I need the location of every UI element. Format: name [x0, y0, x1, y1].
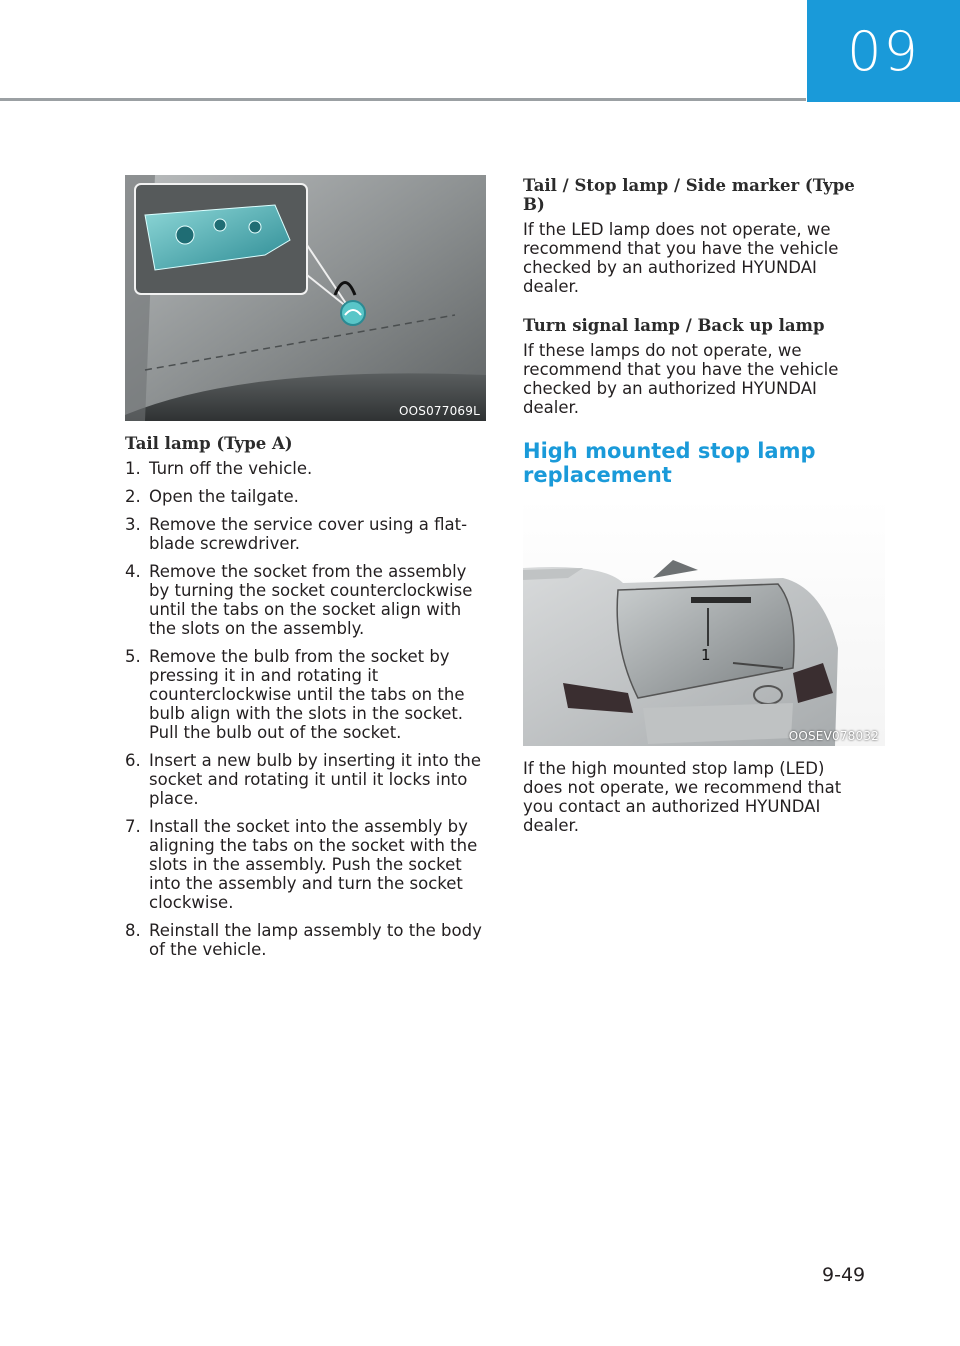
step-number: 6. — [125, 751, 141, 770]
step-item — [125, 751, 490, 808]
figure-code: OOSEV078032 — [788, 729, 879, 743]
step-item — [125, 921, 490, 959]
step-text: Reinstall the lamp assembly to the body of the vehicle. — [149, 921, 482, 959]
chapter-tab — [807, 0, 960, 102]
step-item — [125, 647, 490, 742]
high-mounted-stop-lamp-figure — [523, 498, 885, 746]
type-b-paragraph: If the LED lamp does not operate, we recommend that you have the vehicle checked by an authorized HYUNDAI dealer. — [523, 220, 839, 296]
step-text: Remove the bulb from the socket by pressing it in and rotating it counterclockwise until the tabs on the bulb align with the slots in the socket. Pull the bulb out of the socket. — [149, 647, 465, 742]
step-text: Turn off the vehicle. — [149, 459, 313, 478]
step-item — [125, 562, 490, 638]
tail-lamp-type-a-heading: Tail lamp (Type A) — [125, 434, 293, 453]
step-item — [125, 515, 490, 553]
chapter-number: 09 — [847, 19, 920, 83]
step-item — [125, 817, 490, 912]
left-column — [125, 434, 490, 968]
type-b-heading: Tail / Stop lamp / Side marker (Type B) — [523, 176, 855, 214]
step-item — [125, 487, 490, 506]
step-number: 7. — [125, 817, 141, 836]
section-title: High mounted stop lamp replacement — [523, 439, 816, 487]
step-number: 8. — [125, 921, 141, 940]
right-column-lower — [523, 759, 863, 835]
header-rule — [0, 98, 806, 101]
step-text: Install the socket into the assembly by aligning the tabs on the socket with the slots in the assembly. Push the socket into the assembly and turn the socket clockwise. — [149, 817, 478, 912]
step-number: 3. — [125, 515, 141, 534]
procedure-steps — [125, 459, 490, 959]
hmsl-paragraph: If the high mounted stop lamp (LED) does not operate, we recommend that you contact an authorized HYUNDAI dealer. — [523, 759, 842, 835]
step-number: 4. — [125, 562, 141, 581]
step-number: 1. — [125, 459, 141, 478]
page-number: 9-49 — [822, 1264, 866, 1286]
step-item — [125, 459, 490, 478]
callout-1: 1 — [701, 646, 711, 664]
turn-signal-paragraph: If these lamps do not operate, we recommend that you have the vehicle checked by an authorized HYUNDAI dealer. — [523, 341, 839, 417]
turn-signal-heading: Turn signal lamp / Back up lamp — [523, 316, 825, 335]
step-number: 2. — [125, 487, 141, 506]
figure-code: OOS077069L — [398, 404, 480, 418]
tail-lamp-figure — [125, 175, 486, 421]
step-text: Insert a new bulb by inserting it into the socket and rotating it until it locks into place. — [149, 751, 482, 808]
step-number: 5. — [125, 647, 141, 666]
step-text: Open the tailgate. — [149, 487, 299, 506]
right-column — [523, 176, 863, 487]
step-text: Remove the socket from the assembly by turning the socket counterclockwise until the tabs on the socket align with the slots on the assembly. — [149, 562, 473, 638]
step-text: Remove the service cover using a flat-blade screwdriver. — [149, 515, 468, 553]
